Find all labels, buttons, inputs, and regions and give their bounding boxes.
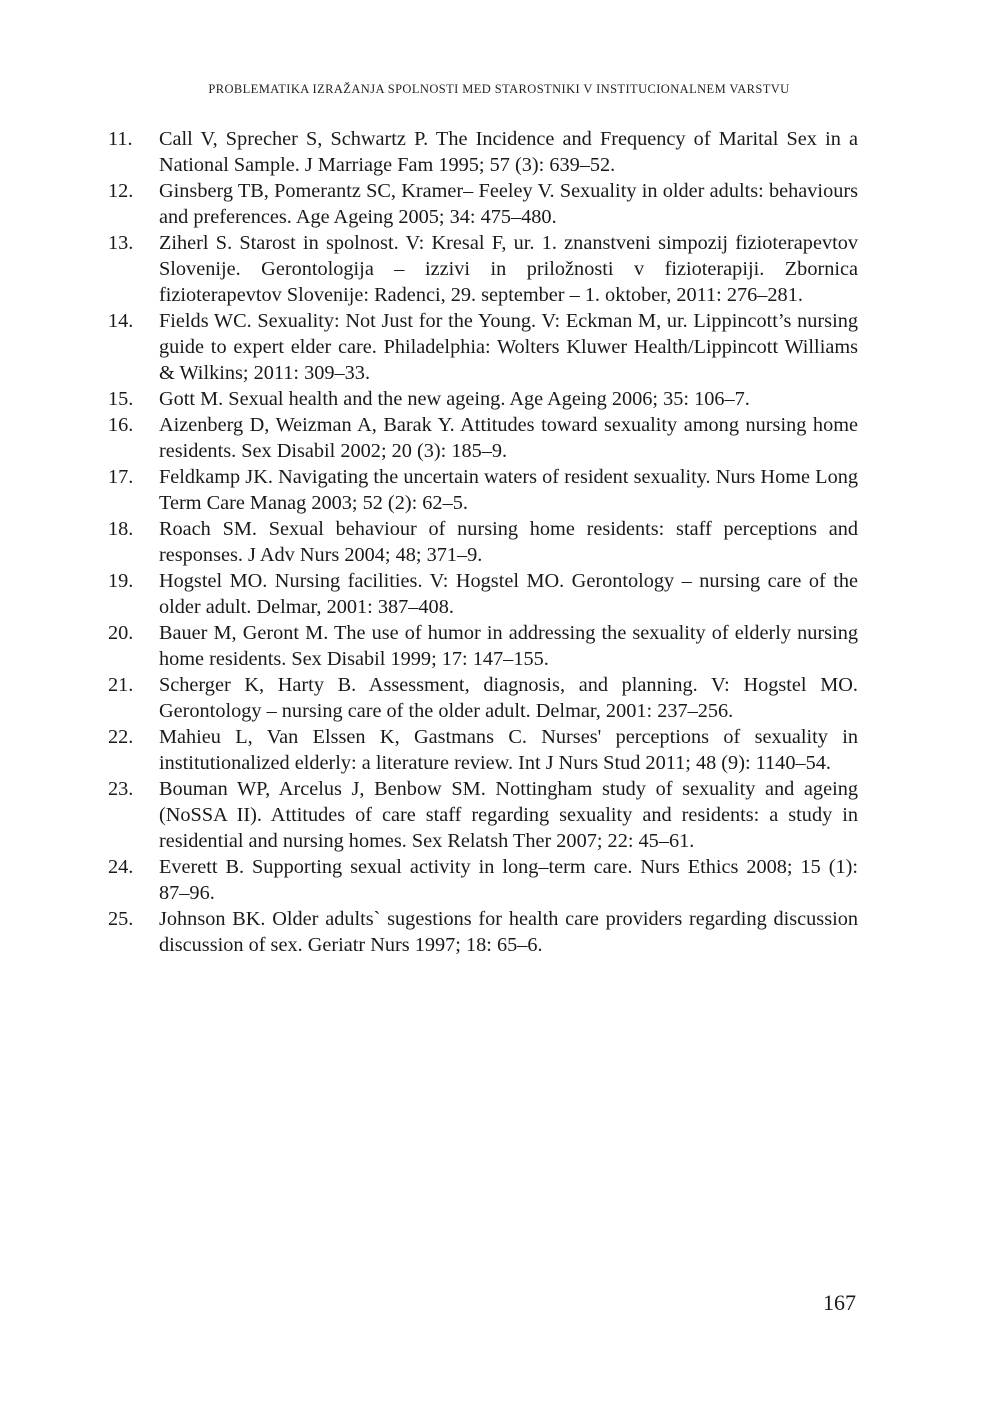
reference-text: Mahieu L, Van Elssen K, Gastmans C. Nurses' perceptions of sexuality in institutionalized elderly: a literature review. Int J Nurs Stud 2011; 48 (9): 1140–54. — [159, 726, 858, 774]
page-number: 167 — [823, 1290, 856, 1315]
reference-item — [108, 412, 858, 464]
reference-text: Bauer M, Geront M. The use of humor in addressing the sexuality of elderly nursing home residents. Sex Disabil 1999; 17: 147–155. — [159, 622, 858, 670]
reference-number: 24. — [108, 856, 134, 878]
reference-text: Bouman WP, Arcelus J, Benbow SM. Nottingham study of sexuality and ageing (NoSSA II). Attitudes of care staff regarding sexuality and residents: a study in residential and nursing homes. Sex Relatsh Ther 2007; 22: 45–61. — [159, 778, 858, 852]
reference-text: Scherger K, Harty B. Assessment, diagnosis, and planning. V: Hogstel MO. Gerontology – nursing care of the older adult. Delmar, 2001: 237–256. — [159, 674, 858, 722]
reference-text: Johnson BK. Older adults` sugestions for health care providers regarding discussion discussion of sex. Geriatr Nurs 1997; 18: 65–6. — [159, 908, 858, 956]
reference-number: 11. — [108, 128, 133, 150]
reference-item — [108, 178, 858, 230]
reference-number: 21. — [108, 674, 134, 696]
reference-item — [108, 386, 858, 412]
reference-text: Ginsberg TB, Pomerantz SC, Kramer– Feeley V. Sexuality in older adults: behaviours and preferences. Age Ageing 2005; 34: 475–480. — [159, 180, 858, 228]
reference-item — [108, 672, 858, 724]
reference-number: 13. — [108, 232, 134, 254]
reference-text: Hogstel MO. Nursing facilities. V: Hogstel MO. Gerontology – nursing care of the older adult. Delmar, 2001: 387–408. — [159, 570, 858, 618]
reference-list — [108, 126, 858, 958]
reference-text: Roach SM. Sexual behaviour of nursing home residents: staff perceptions and responses. J Adv Nurs 2004; 48; 371–9. — [159, 518, 858, 566]
reference-text: Ziherl S. Starost in spolnost. V: Kresal F, ur. 1. znanstveni simpozij fizioterapevtov Slovenije. Gerontologija – izzivi in priložnosti v fizioterapiji. Zbornica fizioterapevtov Slovenije: Radenci, 29. september – 1. oktober, 2011: 276–281. — [159, 232, 858, 306]
reference-item — [108, 724, 858, 776]
reference-item — [108, 568, 858, 620]
reference-number: 15. — [108, 388, 134, 410]
reference-number: 16. — [108, 414, 134, 436]
reference-item — [108, 126, 858, 178]
reference-number: 12. — [108, 180, 134, 202]
reference-text: Fields WC. Sexuality: Not Just for the Young. V: Eckman M, ur. Lippincott’s nursing guide to expert elder care. Philadelphia: Wolters Kluwer Health/Lippincott Williams & Wilkins; 2011: 309–33. — [159, 310, 858, 384]
reference-item — [108, 906, 858, 958]
reference-number: 18. — [108, 518, 134, 540]
reference-text: Gott M. Sexual health and the new ageing. Age Ageing 2006; 35: 106–7. — [159, 388, 750, 410]
reference-text: Aizenberg D, Weizman A, Barak Y. Attitudes toward sexuality among nursing home residents. Sex Disabil 2002; 20 (3): 185–9. — [159, 414, 858, 462]
reference-number: 19. — [108, 570, 134, 592]
reference-text: Feldkamp JK. Navigating the uncertain waters of resident sexuality. Nurs Home Long Term Care Manag 2003; 52 (2): 62–5. — [159, 466, 858, 514]
running-header: PROBLEMATIKA IZRAŽANJA SPOLNOSTI MED STAROSTNIKI V INSTITUCIONALNEM VARSTVU — [208, 82, 790, 96]
reference-number: 20. — [108, 622, 134, 644]
reference-item — [108, 308, 858, 386]
reference-item — [108, 230, 858, 308]
reference-number: 14. — [108, 310, 134, 332]
reference-item — [108, 516, 858, 568]
reference-text: Everett B. Supporting sexual activity in long–term care. Nurs Ethics 2008; 15 (1): 87–96. — [159, 856, 858, 904]
reference-number: 17. — [108, 466, 134, 488]
reference-number: 25. — [108, 908, 134, 930]
reference-number: 23. — [108, 778, 134, 800]
reference-item — [108, 776, 858, 854]
reference-number: 22. — [108, 726, 134, 748]
reference-item — [108, 620, 858, 672]
reference-item — [108, 464, 858, 516]
reference-text: Call V, Sprecher S, Schwartz P. The Incidence and Frequency of Marital Sex in a National Sample. J Marriage Fam 1995; 57 (3): 639–52. — [159, 128, 858, 176]
reference-item — [108, 854, 858, 906]
